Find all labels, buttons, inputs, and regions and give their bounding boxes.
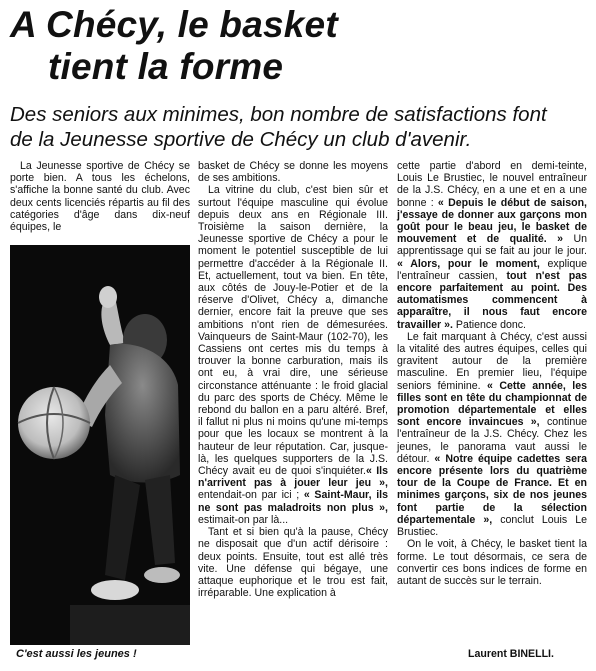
paragraph-text: Le fait marquant à Chécy, c'est aussi la vitalité des autres équipes, celles qui gravitent autour de la première masculine. En premier lieu, l'équipe seniors féminine. <box>397 330 587 392</box>
paragraph-text: conclut Louis Le Brustiec. <box>397 513 587 539</box>
headline-line-2: tient la forme <box>48 46 284 87</box>
paragraph-text: continue l'entraîneur de la J.S. Chécy. Chez les jeunes, le panorama vaut aussi le détour. <box>397 416 588 465</box>
quote: « Notre équipe cadettes sera encore présente lors du quatrième tour de la Coupe de France. Et en minimes garçons, six de nos jeunes font partie de la sélection départementale », <box>397 452 587 526</box>
paragraph-text: Patience donc. <box>452 318 526 331</box>
quote: « Depuis le début de saison, j'essaye de donner aux garçons mon goût pour le beau jeu, le basket de mouvement et de qualité. » <box>397 196 587 246</box>
subheadline-line-1: Des seniors aux minimes, bon nombre de satisfactions font <box>10 103 547 126</box>
paragraph-text: explique l'entraîneur cassien, <box>397 257 588 282</box>
subheadline <box>10 102 590 152</box>
headline <box>10 4 430 88</box>
paragraph: La Jeunesse sportive de Chécy se porte bien. A tous les échelons, s'affiche la bonne santé du club. Avec deux cents licenciés répartis au fil des catégories d'âge dans dix-neuf équipes, le <box>10 160 190 234</box>
author-signature: Laurent BINELLI. <box>468 648 554 660</box>
column-2 <box>198 160 388 599</box>
quote: « Alors, pour le moment, <box>397 257 540 270</box>
basketball-photo <box>10 245 190 645</box>
paragraph-text: estimait-on par là... <box>198 513 289 526</box>
headline-line-1: A Chécy, le basket <box>10 4 338 45</box>
player-silhouette-image <box>10 245 190 645</box>
paragraph: basket de Chécy se donne les moyens de ses ambitions. <box>198 160 388 185</box>
paragraph-text: entendait-on par ici ; <box>198 489 300 502</box>
photo-caption: C'est aussi les jeunes ! <box>16 648 137 660</box>
quote: tout n'est pas encore parfaitement au point. Des automatismes commencent à apparaître, il nous faut encore travailler ». <box>397 269 587 331</box>
paragraph-text: La vitrine du club, c'est bien sûr et surtout l'équipe masculine qui évolue depuis deux ans en Régionale III. Troisième la saison dernière, la Jeunesse sportive de Chécy a pour le moment le potentiel susceptible de lui permettre d'accéder à la Régionale II. Et, actuellement, tout va bien. En tête, aux côtés de Jouy-le-Potier et de la réserve d'Olivet, Chécy a, dimanche dernier, encore fait la preuve que ses ambitions n'ont rien de démesurées. Vainqueurs de Saint-Maur (102-70), les Cassiens ont certes mis du temps à trouver la bonne carburation, mais ils ont eu, à vrai dire, une sérieuse circonstance atténuante : le froid glacial du parc des sports de Chécy. Même le rebond du ballon en a paru altéré. Bref, il fallut ni plus ni moins qu'une mi-temps pour que les locaux se montrent à la hauteur de leur réputation. Car, jusque-là, les quelques supporters de la J.S. Chécy avait eu de quoi s'inquiéter. <box>198 184 388 478</box>
paragraph-text: Un apprentissage qui se fait au jour le jour. <box>397 233 587 258</box>
paragraph <box>397 160 587 331</box>
paragraph <box>198 184 388 526</box>
paragraph <box>397 331 587 538</box>
column-1 <box>10 160 190 233</box>
paragraph-text: cette partie d'abord en demi-teinte, Louis Le Brustiec, le nouvel entraîneur de la J.S. Chécy, en a une et en a une bonne : <box>397 160 587 209</box>
subheadline-line-2: de la Jeunesse sportive de Chécy un club d'avenir. <box>10 128 472 151</box>
paragraph: On le voit, à Chécy, le basket tient la forme. Le tout désormais, ce sera de convertir ces bons indices de forme en autant de succès sur le terrain. <box>397 538 587 587</box>
quote: « Cette année, les filles sont en tête du championnat de promotion départementale et elles sont encore invaincues », <box>397 379 587 429</box>
quote: « Ils n'arrivent pas à jouer leur jeu », <box>198 465 388 490</box>
column-3 <box>397 160 587 587</box>
quote: « Saint-Maur, ils ne sont pas maladroits non plus », <box>198 489 388 514</box>
paragraph: Tant et si bien qu'à la pause, Chécy ne disposait que d'un actif dérisoire : deux points. Ensuite, tout est allé très vite. Une défense qui bégaye, une attaque euphorique et le trou est fait, irréparable. Une explication à <box>198 526 388 600</box>
